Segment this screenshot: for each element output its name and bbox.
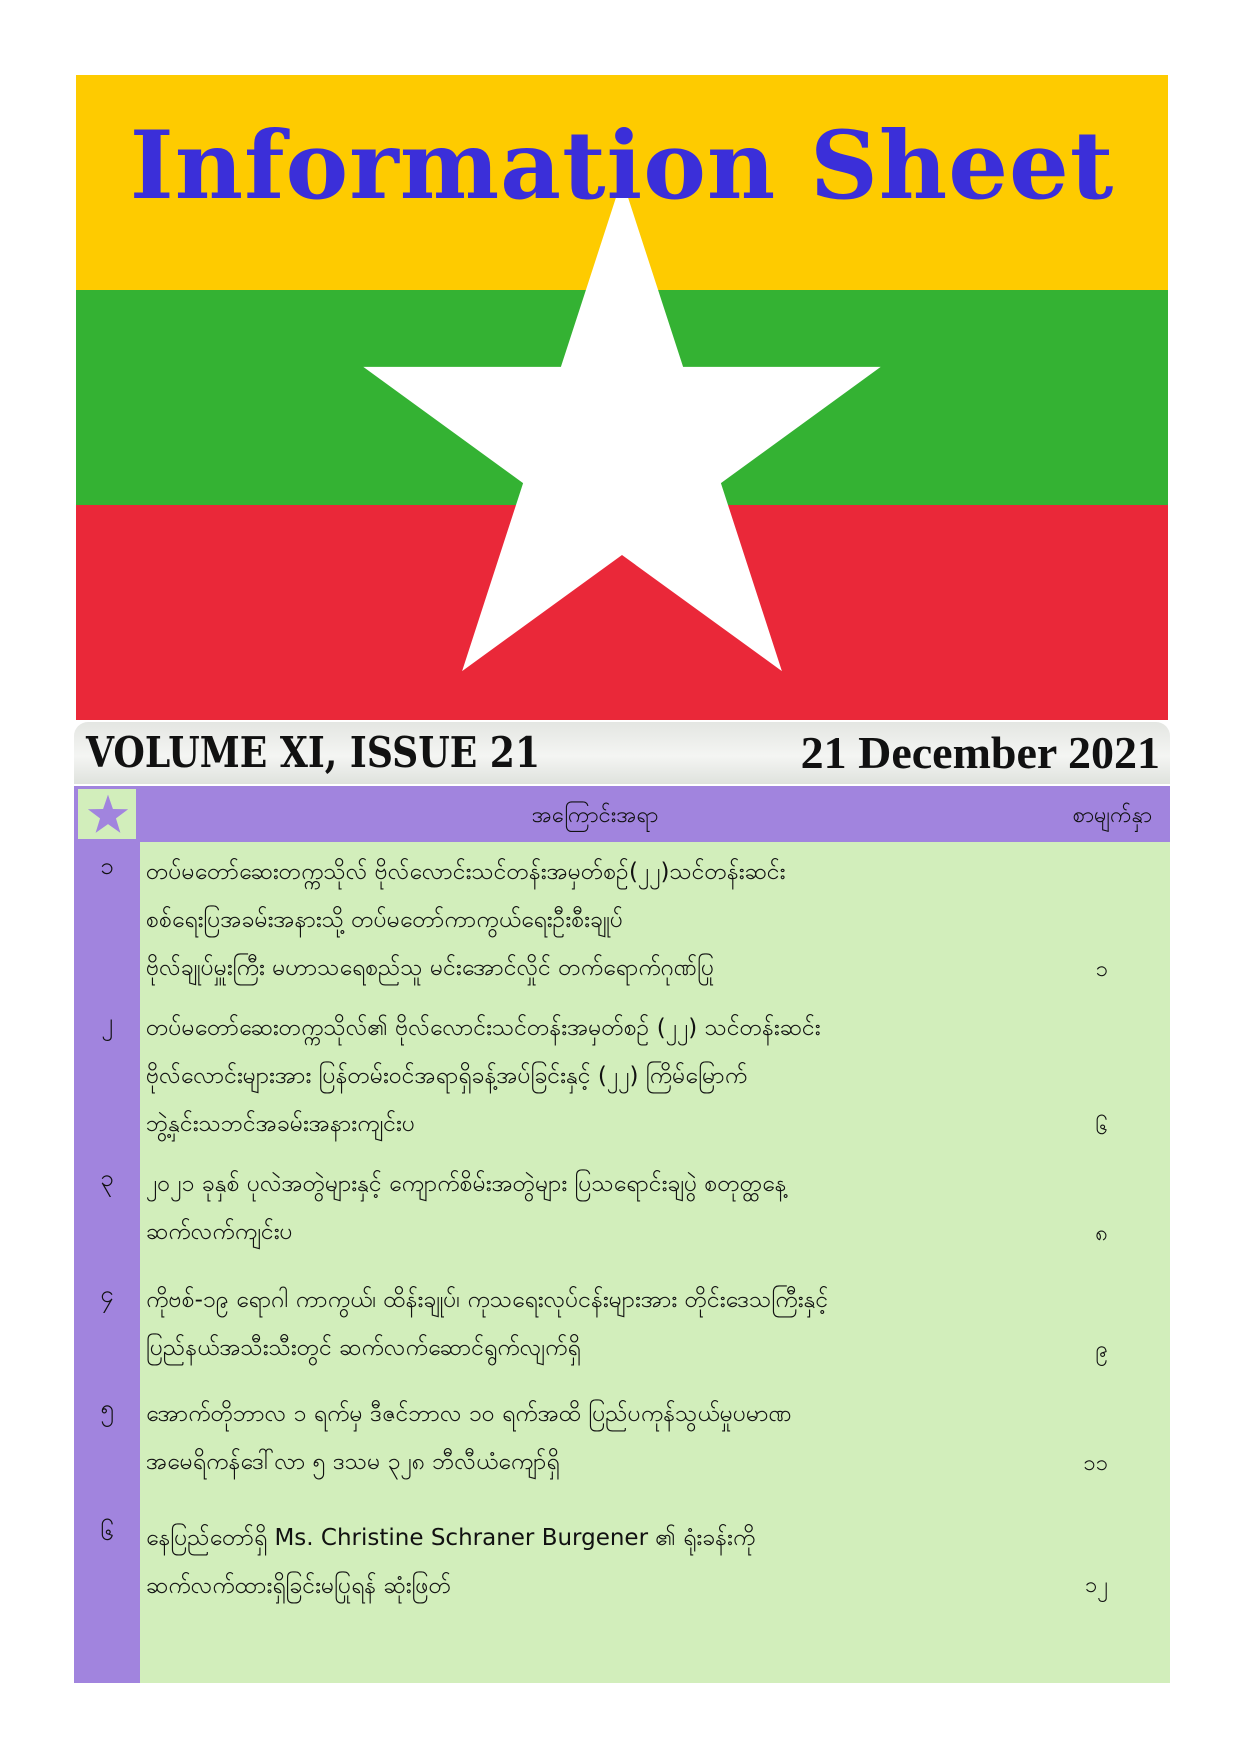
- item-line: ဆက်လက်ထားရှိခြင်းမပြုရန် ဆုံးဖြတ်: [146, 1573, 451, 1599]
- item-line: တပ်မတော်ဆေးတက္ကသိုလ်၏ ဗိုလ်လောင်းသင်တန်းအမှတ်စဉ် (၂၂) သင်တန်းဆင်း: [146, 1015, 821, 1041]
- item-text: [146, 1276, 1006, 1372]
- item-text: [146, 1390, 1006, 1486]
- item-line: ကိုဗစ်-၁၉ ရောဂါ ကာကွယ်၊ ထိန်းချုပ်၊ ကုသရေးလုပ်ငန်းများအား တိုင်းဒေသကြီးနှင့်: [146, 1287, 829, 1313]
- item-page: ၁၁: [1083, 1451, 1108, 1476]
- item-line: ဗိုလ်လောင်းများအား ပြန်တမ်းဝင်အရာရှိခန့်အပ်ခြင်းနှင့် (၂၂) ကြိမ်မြောက်: [146, 1063, 748, 1089]
- item-line: ဆက်လက်ကျင်းပ: [146, 1219, 293, 1245]
- item-page: ၆: [1095, 1115, 1108, 1140]
- item-text: [146, 848, 1006, 992]
- item-page: ၁: [1095, 957, 1108, 982]
- item-number: ၃: [100, 1164, 114, 1192]
- volume-issue: VOLUME XI, ISSUE 21: [86, 728, 541, 777]
- item-line: တပ်မတော်ဆေးတက္ကသိုလ် ဗိုလ်လောင်းသင်တန်းအမှတ်စဉ်(၂၂)သင်တန်းဆင်း: [146, 859, 786, 885]
- item-number: ၅: [100, 1394, 114, 1422]
- item-line: အမေရိကန်ဒေါ်လာ ၅ ဒသမ ၃၂၈ ဘီလီယံကျော်ရှိ: [146, 1449, 560, 1475]
- item-line: ပြည်နယ်အသီးသီးတွင် ဆက်လက်ဆောင်ရွက်လျက်ရှိ: [146, 1335, 581, 1361]
- item-line: ဘွဲ့နှင်းသဘင်အခမ်းအနားကျင်းပ: [146, 1111, 415, 1137]
- item-text: [146, 1160, 1006, 1256]
- item-text: [146, 1514, 1006, 1610]
- item-line: ၂၀၂၁ ခုနှစ် ပုလဲအတွဲများနှင့် ကျောက်စိမ်းအတွဲများ ပြသရောင်းချပွဲ စတုတ္ထနေ့: [146, 1171, 787, 1197]
- banner-title: Information Sheet: [129, 111, 1115, 221]
- issue-bar: [74, 722, 1170, 784]
- item-line: အောက်တိုဘာလ ၁ ရက်မှ ဒီဇင်ဘာလ ၁၀ ရက်အထိ ပြည်ပကုန်သွယ်မှုပမာဏ: [146, 1401, 792, 1427]
- issue-date: 21 December 2021: [800, 727, 1160, 778]
- table-of-contents: [74, 786, 1170, 1683]
- item-page: ၉: [1095, 1337, 1108, 1362]
- item-number: ၁: [100, 852, 114, 880]
- item-page: ၁၂: [1084, 1573, 1108, 1598]
- toc-header-page: စာမျက်နှာ: [1072, 803, 1152, 828]
- item-text: [146, 1004, 1006, 1148]
- item-number: ၄: [100, 1280, 114, 1308]
- flag-banner: [76, 75, 1168, 720]
- item-line: ဗိုလ်ချုပ်မှူးကြီး မဟာသရေစည်သူ မင်းအောင်လှိုင် တက်ရောက်ဂုဏ်ပြု: [146, 955, 715, 981]
- item-line: နေပြည်တော်ရှိ Ms. Christine Schraner Burgener ၏ ရုံးခန်းကို: [146, 1525, 756, 1551]
- item-line: စစ်ရေးပြအခမ်းအနားသို့ တပ်မတော်ကာကွယ်ရေးဦးစီးချုပ်: [146, 907, 623, 933]
- item-number: ၂: [101, 1008, 113, 1036]
- item-page: ၈: [1095, 1221, 1108, 1246]
- item-number: ၆: [100, 1518, 114, 1546]
- toc-header-content: အကြောင်းအရာ: [531, 803, 659, 828]
